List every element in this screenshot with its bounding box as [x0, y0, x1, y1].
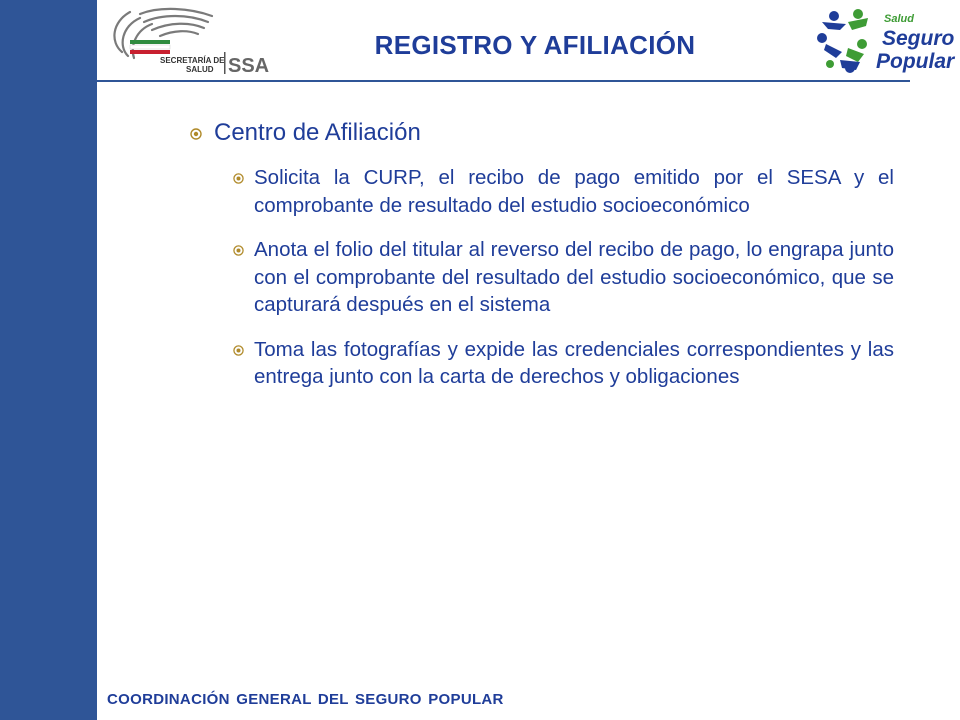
list-item: [233, 336, 900, 391]
sub-list: [233, 164, 900, 391]
ssa-logo: [100, 2, 270, 77]
bullet-icon: [233, 245, 244, 256]
list-item: [233, 236, 900, 319]
header-divider: [97, 80, 910, 82]
slide-content: [190, 116, 900, 408]
main-item-text: Centro de Afiliación: [214, 119, 421, 146]
eagle-emblem-icon: [100, 2, 270, 77]
ssa-logo-line1: SECRETARÍA DE: [160, 56, 225, 65]
bullet-icon: [233, 173, 244, 184]
list-item: [233, 164, 900, 219]
seguro-popular-line1: Salud: [884, 13, 914, 25]
bullet-icon: [233, 345, 244, 356]
list-item-main: [190, 116, 900, 150]
seguro-popular-logo: [812, 4, 957, 78]
ssa-logo-line2: SALUD: [186, 65, 214, 74]
seguro-popular-line3: Popular: [876, 50, 955, 73]
sub-item-text: Toma las fotografías y expide las credenciales correspondientes y las entrega junto con la carta de derechos y obligaciones: [254, 337, 894, 388]
page-title: REGISTRO Y AFILIACIÓN: [374, 30, 696, 60]
footer-text: COORDINACIÓN GENERAL DEL SEGURO POPULAR: [107, 691, 504, 708]
seguro-popular-line2: Seguro: [882, 27, 955, 50]
left-sidebar-bar: [0, 0, 97, 720]
sub-item-text: Solicita la CURP, el recibo de pago emitido por el SESA y el comprobante de resultado del estudio socioeconómico: [254, 166, 894, 217]
sub-item-text: Anota el folio del titular al reverso del recibo de pago, lo engrapa junto con el comprobante del resultado del estudio socioeconómico, que se capturará después en el sistema: [254, 238, 894, 316]
bullet-icon: [190, 128, 202, 140]
seguro-popular-figures-icon: [812, 4, 957, 78]
ssa-logo-abbr: SSA: [228, 55, 270, 77]
